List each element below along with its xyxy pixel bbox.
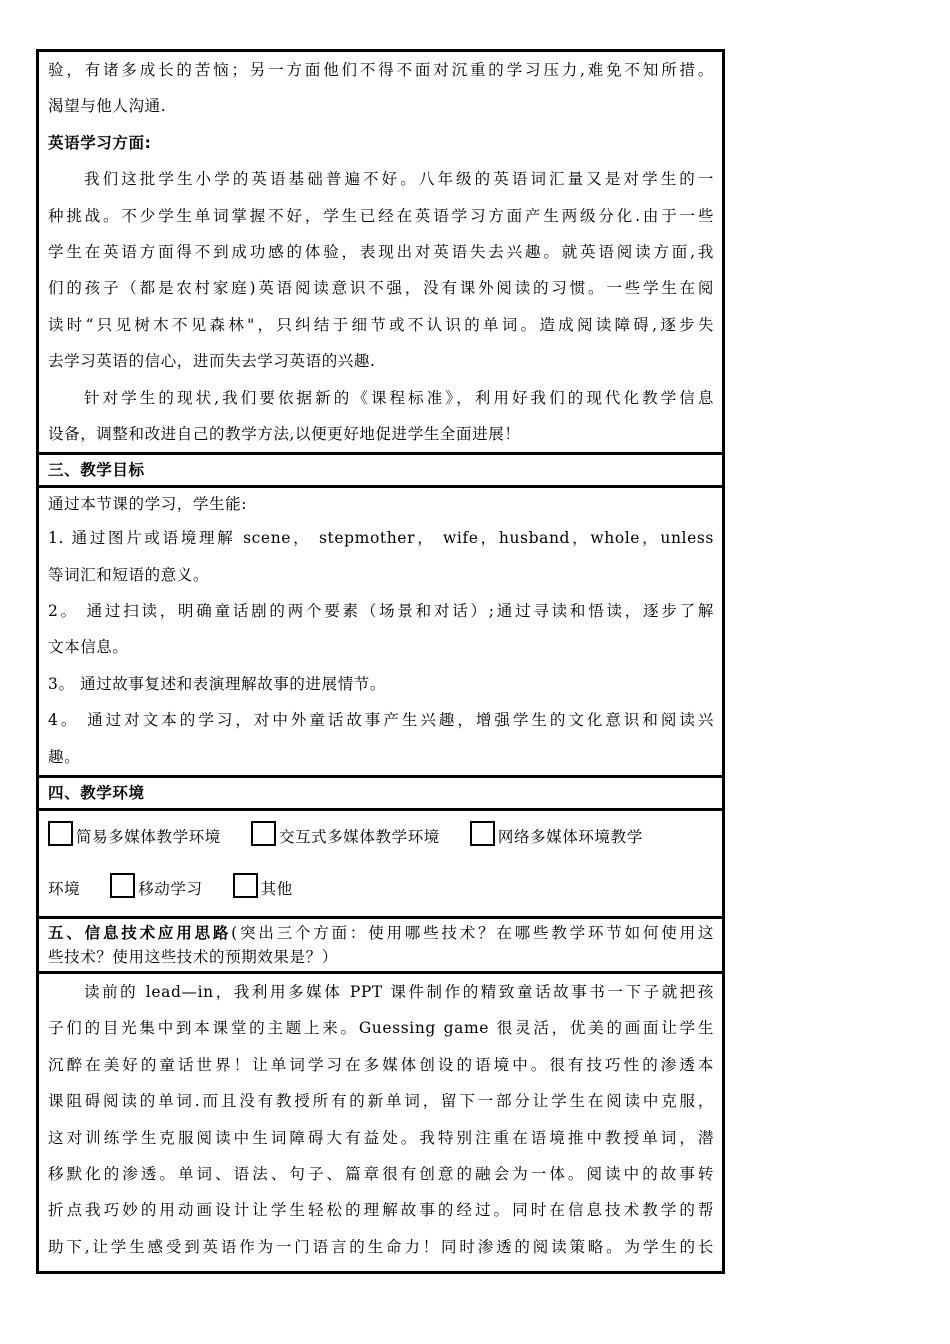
checkbox[interactable] xyxy=(470,821,495,846)
env-option-interactive-multimedia[interactable] xyxy=(251,811,440,863)
option-label: 网络多媒体环境教学 xyxy=(497,828,643,847)
goal-item: 2。 通过扫读，明确童话剧的两个要素（场景和对话）;通过寻读和悟读，逐步了解 xyxy=(48,602,714,621)
checkbox[interactable] xyxy=(48,821,73,846)
env-option-other[interactable] xyxy=(233,863,293,915)
section-heading xyxy=(48,921,714,945)
text-line: 针对学生的现状,我们要依据新的《课程标准》，利用好我们的现代化教学信息 xyxy=(84,388,714,407)
section-heading: 四、教学环境 xyxy=(48,784,145,803)
option-label: 交互式多媒体教学环境 xyxy=(278,828,440,847)
text-line: 种挑战。不少学生单词掌握不好，学生已经在英语学习方面产生两级分化.由于一些 xyxy=(48,206,714,225)
env-option-network-multimedia[interactable] xyxy=(470,811,643,863)
goal-item: 3。 通过故事复述和表演理解故事的进展情节。 xyxy=(48,674,386,693)
text-line: 读前的 lead—in，我利用多媒体 PPT 课件制作的精致童话故事书一下子就把孩 xyxy=(84,983,714,1002)
student-analysis-cell xyxy=(39,52,722,452)
text-line: 子们的目光集中到本课堂的主题上来。Guessing game 很灵活，优美的画面让学生 xyxy=(48,1019,714,1038)
text-line: 折点我巧妙的用动画设计让学生轻松的理解故事的经过。同时在信息技术教学的帮 xyxy=(48,1201,714,1220)
section-heading-title: 五、信息技术应用思路 xyxy=(48,924,232,943)
env-option-mobile-learning[interactable] xyxy=(110,863,202,915)
checkbox[interactable] xyxy=(110,873,135,898)
text-line: 们的孩子（都是农村家庭)英语阅读意识不强，没有课外阅读的习惯。一些学生在阅 xyxy=(48,279,714,298)
environment-options-row xyxy=(48,863,714,915)
goal-item: 等词汇和短语的意义。 xyxy=(48,565,210,584)
environment-options-row xyxy=(48,811,714,863)
text-line: 学生在英语方面得不到成功感的体验，表现出对英语失去兴趣。就英语阅读方面,我 xyxy=(48,242,714,261)
goal-item: 文本信息。 xyxy=(48,638,129,657)
text-line: 去学习英语的信心，进而失去学习英语的兴趣. xyxy=(48,352,376,371)
text-line: 通过本节课的学习，学生能: xyxy=(48,495,248,514)
it-application-heading-cell xyxy=(39,916,722,971)
goal-item: 4。 通过对文本的学习，对中外童话故事产生兴趣，增强学生的文化意识和阅读兴 xyxy=(48,711,714,730)
text-line: 助下,让学生感受到英语作为一门语言的生命力！同时渗透的阅读策略。为学生的长 xyxy=(48,1237,714,1256)
text-line: 移默化的渗透。单词、语法、句子、篇章很有创意的融会为一体。阅读中的故事转 xyxy=(48,1164,714,1183)
document-table xyxy=(36,49,725,1274)
teaching-goals-cell xyxy=(39,485,722,775)
text-line: 我们这批学生小学的英语基础普遍不好。八年级的英语词汇量又是对学生的一 xyxy=(84,170,714,189)
checkbox[interactable] xyxy=(251,821,276,846)
text-line: 沉醉在美好的童话世界！让单词学习在多媒体创设的语境中。很有技巧性的渗透本 xyxy=(48,1055,714,1074)
env-option-simple-multimedia[interactable] xyxy=(48,811,221,863)
option-label: 移动学习 xyxy=(138,880,203,899)
option-label-continued: 环境 xyxy=(48,880,81,899)
it-application-cell xyxy=(39,971,722,1271)
section-heading: 三、教学目标 xyxy=(48,461,145,480)
section-heading-note: (突出三个方面：使用哪些技术？在哪些教学环节如何使用这 xyxy=(231,924,714,943)
teaching-environment-cell xyxy=(39,808,722,916)
text-line: 设备，调整和改进自己的教学方法,以便更好地促进学生全面进展！ xyxy=(48,424,521,443)
goal-item: 1. 通过图片或语境理解 scene， stepmother， wife，husband，whole，unless xyxy=(48,529,714,548)
goal-item: 趣。 xyxy=(48,747,81,766)
option-label: 简易多媒体教学环境 xyxy=(76,828,221,847)
text-line: 渴望与他人沟通. xyxy=(48,97,167,116)
option-label: 其他 xyxy=(260,880,293,899)
english-learning-heading: 英语学习方面: xyxy=(48,133,152,152)
teaching-environment-heading-cell xyxy=(39,775,722,808)
teaching-goals-heading-cell xyxy=(39,452,722,485)
section-heading-note-line2: 些技术？使用这些技术的预期效果是？） xyxy=(48,948,338,967)
text-line: 课阻碍阅读的单词.而且没有教授所有的新单词，留下一部分让学生在阅读中克服， xyxy=(48,1092,714,1111)
text-line: 这对训练学生克服阅读中生词障碍大有益处。我特别注重在语境推中教授单词，潜 xyxy=(48,1128,714,1147)
text-line: 验，有诸多成长的苦恼；另一方面他们不得不面对沉重的学习压力,难免不知所措。 xyxy=(48,61,714,79)
text-line: 读时“只见树木不见森林"，只纠结于细节或不认识的单词。造成阅读障碍,逐步失 xyxy=(48,315,714,334)
checkbox[interactable] xyxy=(233,873,258,898)
